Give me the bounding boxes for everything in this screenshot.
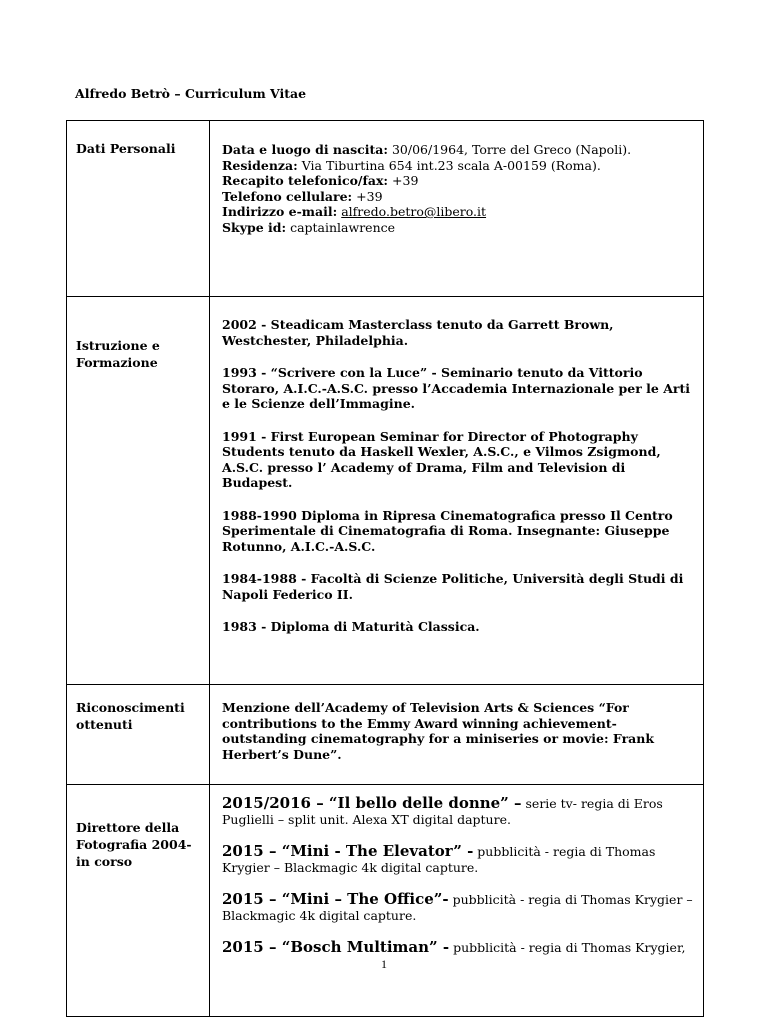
info-value: 30/06/1964, Torre del Greco (Napoli).: [388, 142, 632, 157]
info-line-residenza: [222, 158, 693, 174]
page-number: 1: [381, 957, 387, 971]
document-title: Alfredo Betrò – Curriculum Vitae: [75, 86, 307, 101]
info-value: +39: [388, 173, 419, 188]
info-label: Skype id:: [222, 219, 287, 235]
info-value: +39: [352, 188, 383, 204]
job-entry: [222, 940, 693, 956]
email-link[interactable]: alfredo.betro@libero.it: [341, 204, 487, 219]
job-entry: [222, 796, 693, 827]
info-line-email: [222, 204, 693, 220]
row-direttore-fotografia: [67, 785, 704, 1017]
section-label-direttore: Direttore della Fotografia 2004-in corso: [67, 785, 210, 1017]
job-title: 2015 – “Mini – The Office”-: [222, 890, 449, 908]
row-dati-personali: [67, 121, 704, 297]
info-label: Indirizzo e-mail:: [222, 204, 338, 219]
job-description: serie tv- regia di Eros Puglielli – split unit. Alexa XT digital dapture.: [222, 796, 663, 827]
education-entry: 1991 - First European Seminar for Director of Photography Students tenuto da Haskell Wexler, A.S.C., e Vilmos Zsigmond, A.S.C. presso l’ Academy of Drama, Film and Television di Budapest.: [222, 428, 661, 490]
info-line-telefono: [222, 173, 693, 189]
row-riconoscimenti: [67, 685, 704, 785]
job-description: pubblicità - regia di Thomas Krygier – Blackmagic 4k digital capture.: [222, 892, 693, 923]
education-entry: 2002 - Steadicam Masterclass tenuto da Garrett Brown, Westchester, Philadelphia.: [222, 317, 614, 348]
section-content-riconoscimenti: [210, 685, 704, 785]
section-label-dati-personali: Dati Personali: [67, 121, 210, 297]
section-label-istruzione: Istruzione e Formazione: [67, 297, 210, 685]
job-title: 2015/2016 – “Il bello delle donne” –: [222, 794, 522, 812]
job-entry: [222, 892, 693, 923]
info-line-skype: [222, 220, 693, 236]
job-title: 2015 – “Mini - The Elevator” -: [222, 842, 474, 860]
job-description: pubblicità - regia di Thomas Krygier – Blackmagic 4k digital capture.: [222, 844, 656, 875]
info-value: Via Tiburtina 654 int.23 scala A-00159 (Roma).: [297, 157, 601, 173]
section-content-istruzione: [210, 297, 704, 685]
job-entry: [222, 844, 693, 875]
info-label: Residenza:: [222, 157, 298, 173]
education-entry: 1993 - “Scrivere con la Luce” - Seminario tenuto da Vittorio Storaro, A.I.C.-A.S.C. presso l’Accademia Internazionale per le Arti e le Scienze dell’Immagine.: [222, 365, 691, 411]
job-description: pubblicità - regia di Thomas Krygier,: [449, 940, 686, 955]
section-content-dati-personali: [210, 121, 704, 297]
education-entry: 1983 - Diploma di Maturità Classica.: [222, 619, 480, 634]
info-value: captainlawrence: [286, 219, 396, 235]
row-istruzione: [67, 297, 704, 685]
section-label-riconoscimenti: Riconoscimenti ottenuti: [67, 685, 210, 785]
job-title: 2015 – “Bosch Multiman” -: [222, 938, 450, 956]
award-text: Menzione dell’Academy of Television Arts & Sciences “For contributions to the Emmy Award winning achievement- outstanding cinematography for a miniseries or movie: Frank Herbert’s Dune”.: [222, 700, 655, 762]
cv-table: [66, 120, 704, 1017]
section-content-direttore: [210, 785, 704, 1017]
info-label: Data e luogo di nascita:: [222, 142, 388, 157]
info-label: Telefono cellulare:: [222, 188, 353, 204]
info-label: Recapito telefonico/fax:: [222, 173, 389, 188]
info-line-cellulare: [222, 189, 693, 205]
education-entry: 1984-1988 - Facoltà di Scienze Politiche, Università degli Studi di Napoli Federico II.: [222, 571, 684, 602]
info-line-nascita: [222, 142, 693, 158]
education-entry: 1988-1990 Diploma in Ripresa Cinematografica presso Il Centro Sperimentale di Cinematografia di Roma. Insegnante: Giuseppe Rotunno, A.I.C.-A.S.C.: [222, 507, 673, 554]
